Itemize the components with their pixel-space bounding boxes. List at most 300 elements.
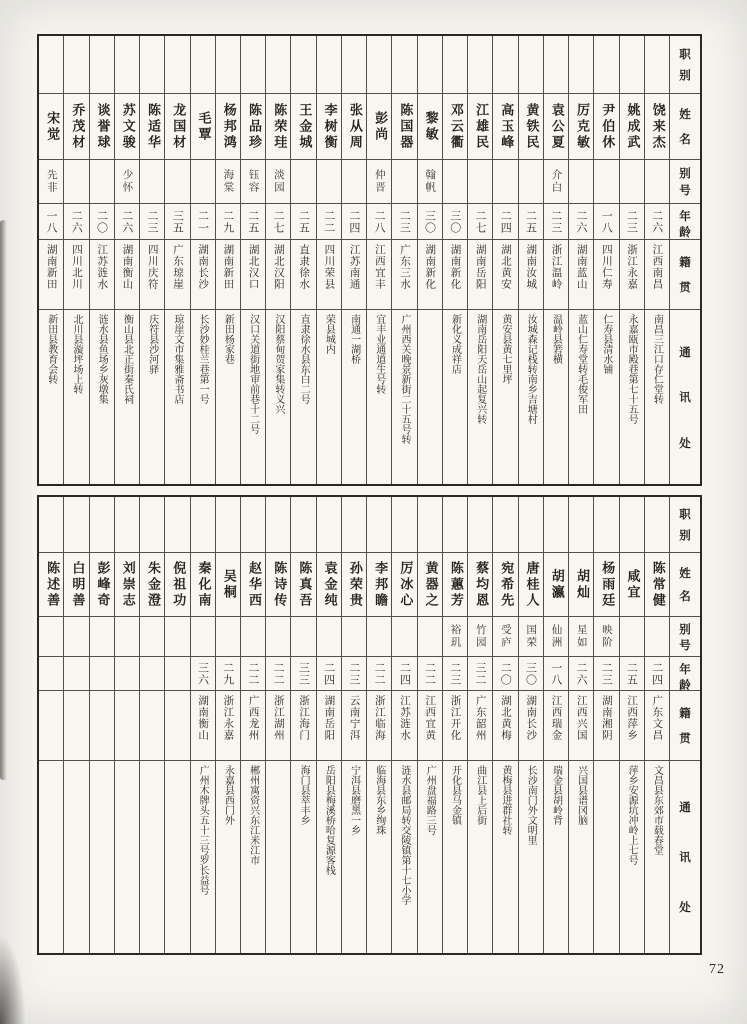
cell-age: 二六: [645, 204, 669, 240]
row-label-address: 通 讯 处: [679, 800, 691, 914]
cell-native: 湖南新化: [418, 240, 442, 310]
person-column: [164, 497, 189, 953]
person-column: [568, 36, 593, 484]
cell-native: 江西兴国: [569, 691, 593, 761]
person-column: [265, 36, 290, 484]
cell-role: [317, 36, 341, 94]
cell-native: 湖南长沙: [519, 691, 543, 761]
cell-role: [291, 497, 315, 553]
cell-age: 二二: [418, 657, 442, 691]
cell-address: 长沙妙桂兰巷第一号: [197, 314, 209, 404]
cell-alias: [140, 160, 164, 204]
cell-alias: [39, 617, 63, 657]
person-column: [63, 497, 88, 953]
cell-address: 蓝山仁寿堂转毛俊军田: [575, 314, 587, 414]
cell-role: [342, 497, 366, 553]
cell-native: 江苏涟水: [392, 691, 416, 761]
row-label-column: [669, 36, 700, 484]
cell-native: 湖南新化: [443, 240, 467, 310]
cell-role: [392, 497, 416, 553]
cell-name: 宛希先: [493, 553, 517, 617]
cell-native: 广西龙州: [241, 691, 265, 761]
cell-role: [620, 497, 644, 553]
cell-alias: 竹园: [468, 617, 492, 657]
cell-address: 琼崖文市集雅斋书店: [171, 314, 183, 404]
cell-name: 江雄民: [468, 94, 492, 160]
roster-table-bottom: [37, 495, 702, 955]
row-label-age: 年 龄: [670, 204, 700, 240]
cell-native: 浙江开化: [443, 691, 467, 761]
person-column: [366, 36, 391, 484]
cell-native: 江苏南通: [342, 240, 366, 310]
cell-age: 二四: [493, 204, 517, 240]
cell-alias: 少怀: [115, 160, 139, 204]
cell-age: 二五: [620, 657, 644, 691]
cell-name: 吴桐: [216, 553, 240, 617]
row-label-alias: 别 号: [670, 160, 700, 204]
cell-name: 姚成武: [620, 94, 644, 160]
cell-age: [165, 657, 189, 691]
cell-role: [39, 36, 63, 94]
cell-native: 湖南衡山: [115, 240, 139, 310]
cell-native: 湖南蓝山: [569, 240, 593, 310]
cell-address: [418, 310, 442, 484]
cell-native: 湖北汉阳: [266, 240, 290, 310]
cell-native: 四川荣县: [317, 240, 341, 310]
cell-age: 二九: [216, 657, 240, 691]
person-column: [39, 36, 63, 484]
cell-address: 兴国县谱冈脑: [575, 765, 587, 825]
cell-native: 江西宜黄: [418, 691, 442, 761]
cell-alias: [342, 617, 366, 657]
person-column: [417, 36, 442, 484]
cell-name: 刘崇志: [115, 553, 139, 617]
cell-name: 宋觉: [39, 94, 63, 160]
cell-address: 汝城森记栈转南乡吉塘村: [525, 314, 537, 424]
cell-native: 湖南衡山: [191, 691, 215, 761]
cell-address: 广州盘福路三号: [424, 765, 436, 835]
cell-address: 温岭县箬横: [550, 314, 562, 364]
person-column: [215, 36, 240, 484]
cell-age: 二二: [241, 657, 265, 691]
cell-address: 衡山县北正街秦氏祠: [121, 314, 133, 404]
person-column: [341, 497, 366, 953]
person-column: [164, 36, 189, 484]
cell-native: 江西宜丰: [367, 240, 391, 310]
cell-age: 二〇: [90, 204, 114, 240]
cell-alias: [392, 617, 416, 657]
cell-name: 厉冰心: [392, 553, 416, 617]
roster-sheet: [37, 34, 702, 955]
roster-table-top: [37, 34, 702, 486]
cell-native: 广东三水: [392, 240, 416, 310]
cell-age: 二五: [241, 204, 265, 240]
cell-address: 文昌县东郊市载春堂: [651, 765, 663, 855]
cell-name: 高玉峰: [493, 94, 517, 160]
cell-alias: [216, 617, 240, 657]
cell-alias: 淡园: [266, 160, 290, 204]
cell-native: 四川庆符: [140, 240, 164, 310]
cell-name: 陈荣珪: [266, 94, 290, 160]
cell-role: [594, 497, 618, 553]
person-column: [391, 497, 416, 953]
person-column: [265, 497, 290, 953]
cell-role: [468, 497, 492, 553]
cell-role: [64, 497, 88, 553]
person-column: [89, 497, 114, 953]
cell-alias: [418, 617, 442, 657]
cell-address: 广州木牌头五十三号罗长益号: [197, 765, 209, 895]
cell-age: 二九: [216, 204, 240, 240]
cell-name: 谈誉球: [90, 94, 114, 160]
cell-native: 湖南湘阴: [594, 691, 618, 761]
cell-native: [90, 691, 114, 761]
cell-alias: [291, 617, 315, 657]
cell-age: 二二: [266, 657, 290, 691]
cell-name: 秦化南: [191, 553, 215, 617]
cell-native: 江西瑞金: [544, 691, 568, 761]
cell-role: [191, 36, 215, 94]
cell-age: 一八: [39, 204, 63, 240]
cell-name: 陈诗传: [266, 553, 290, 617]
cell-alias: [140, 617, 164, 657]
cell-age: 二四: [317, 657, 341, 691]
person-column: [467, 497, 492, 953]
cell-name: 陈国器: [392, 94, 416, 160]
cell-name: 朱金澄: [140, 553, 164, 617]
cell-address: 永嘉县西门外: [222, 765, 234, 825]
page-number: 72: [709, 962, 725, 977]
cell-address: 南通一湖桥: [348, 314, 360, 364]
cell-name: 赵华西: [241, 553, 265, 617]
cell-role: [216, 497, 240, 553]
cell-alias: 映阶: [594, 617, 618, 657]
cell-age: 三三: [291, 657, 315, 691]
cell-address: 开化县马金镇: [449, 765, 461, 825]
cell-native: 湖南长沙: [191, 240, 215, 310]
cell-address: 仁寿县清水铺: [600, 314, 612, 374]
row-label-name: 姓 名: [670, 553, 700, 617]
person-column: [89, 36, 114, 484]
cell-address: [165, 761, 189, 953]
person-column: [619, 36, 644, 484]
cell-age: 二四: [392, 657, 416, 691]
cell-native: 浙江湖州: [266, 691, 290, 761]
cell-address: [64, 761, 88, 953]
cell-alias: [241, 617, 265, 657]
cell-age: 二三: [594, 657, 618, 691]
cell-native: 云南宁洱: [342, 691, 366, 761]
cell-role: [468, 36, 492, 94]
cell-age: 三〇: [418, 204, 442, 240]
cell-address: 宜丰业通道生号转: [373, 314, 385, 394]
cell-role: [140, 36, 164, 94]
row-label-native: 籍 贯: [670, 240, 700, 310]
cell-native: 浙江永嘉: [620, 240, 644, 310]
cell-address: 新化义成祥店: [449, 314, 461, 374]
cell-address: [90, 761, 114, 953]
cell-role: [418, 36, 442, 94]
cell-alias: [165, 617, 189, 657]
person-column: [39, 497, 63, 953]
cell-name: 彭尚: [367, 94, 391, 160]
cell-alias: [317, 617, 341, 657]
person-column: [114, 36, 139, 484]
person-column: [240, 36, 265, 484]
person-column: [215, 497, 240, 953]
cell-name: 陈蕙芳: [443, 553, 467, 617]
cell-address: 岳阳县梅溪桥哈复源客栈: [323, 765, 335, 875]
cell-alias: 翰帆: [418, 160, 442, 204]
cell-address: 湖南岳阳天岳山起复兴转: [474, 314, 486, 424]
cell-alias: [620, 617, 644, 657]
cell-address: 宁洱县磨黑一乡: [348, 765, 360, 835]
cell-address: 萍乡安源坑冲岭上七号: [626, 765, 638, 865]
cell-name: 饶来杰: [645, 94, 669, 160]
cell-address: 庆符县沙河驿: [146, 314, 158, 374]
cell-alias: [342, 160, 366, 204]
cell-alias: [569, 160, 593, 204]
cell-address: 临海县东乡绚珠: [373, 765, 385, 835]
cell-address: 南昌三江口存仁堂转: [651, 314, 663, 404]
cell-native: 湖北黄梅: [493, 691, 517, 761]
person-column: [467, 36, 492, 484]
cell-role: [216, 36, 240, 94]
cell-address: 曲江县上后街: [474, 765, 486, 825]
cell-name: 陈述善: [39, 553, 63, 617]
cell-address: [39, 761, 63, 953]
cell-address: 黄安县黄七里坪: [499, 314, 511, 384]
cell-age: 二二: [367, 657, 391, 691]
cell-native: 广东文昌: [645, 691, 669, 761]
cell-alias: 先非: [39, 160, 63, 204]
cell-alias: [115, 617, 139, 657]
cell-name: 唐桂人: [519, 553, 543, 617]
cell-name: 白明善: [64, 553, 88, 617]
cell-address: [266, 761, 290, 953]
person-column: [417, 497, 442, 953]
cell-role: [569, 497, 593, 553]
cell-age: 二六: [569, 657, 593, 691]
cell-native: [140, 691, 164, 761]
cell-native: 浙江海门: [291, 691, 315, 761]
cell-role: [115, 36, 139, 94]
cell-age: 二七: [468, 204, 492, 240]
cell-name: 龙国材: [165, 94, 189, 160]
cell-age: [90, 657, 114, 691]
cell-age: [64, 657, 88, 691]
cell-role: [519, 497, 543, 553]
row-label-age: 年 龄: [670, 657, 700, 691]
person-column: [442, 36, 467, 484]
cell-name: 孙荣贵: [342, 553, 366, 617]
cell-name: 陈适华: [140, 94, 164, 160]
person-column: [492, 497, 517, 953]
cell-role: [191, 497, 215, 553]
cell-age: 二四: [342, 204, 366, 240]
cell-alias: 海棠: [216, 160, 240, 204]
cell-address: 瑞金县胡岭背: [550, 765, 562, 825]
scan-corner-smudge: [0, 934, 26, 1024]
cell-role: [443, 36, 467, 94]
row-label-name: 姓 名: [670, 94, 700, 160]
cell-role: [266, 36, 290, 94]
person-column: [316, 497, 341, 953]
cell-role: [266, 497, 290, 553]
person-column: [341, 36, 366, 484]
cell-alias: 国荣: [519, 617, 543, 657]
cell-alias: [645, 160, 669, 204]
cell-age: 一八: [544, 657, 568, 691]
cell-age: [115, 657, 139, 691]
cell-address: 涟水县邮局转交陵镇第十七小学: [399, 765, 411, 905]
cell-age: [140, 657, 164, 691]
cell-name: 陈真吾: [291, 553, 315, 617]
cell-role: [241, 497, 265, 553]
cell-address: 郴州寓资兴东江米江市: [247, 765, 259, 865]
cell-age: 二三: [443, 657, 467, 691]
cell-name: 胡灿: [569, 553, 593, 617]
cell-role: [90, 497, 114, 553]
cell-alias: [90, 160, 114, 204]
cell-native: 湖南岳阳: [468, 240, 492, 310]
cell-alias: [519, 160, 543, 204]
person-column: [644, 497, 669, 953]
row-label-role: 职 别: [670, 497, 700, 553]
person-column: [442, 497, 467, 953]
cell-native: 湖南汝城: [519, 240, 543, 310]
cell-native: 广东韶州: [468, 691, 492, 761]
cell-address: 黄梅县进群社转: [499, 765, 511, 835]
cell-name: 李邦瞻: [367, 553, 391, 617]
cell-address: 北川县漩坪场上转: [70, 314, 82, 394]
person-column: [568, 497, 593, 953]
cell-role: [291, 36, 315, 94]
person-column: [290, 497, 315, 953]
cell-role: [418, 497, 442, 553]
cell-age: 三五: [165, 204, 189, 240]
cell-age: 二三: [544, 204, 568, 240]
cell-role: [519, 36, 543, 94]
person-column: [114, 497, 139, 953]
cell-native: 江西南昌: [645, 240, 669, 310]
cell-role: [342, 36, 366, 94]
cell-name: 陈常健: [645, 553, 669, 617]
cell-address: 涟水县鱼场乡灰墩集: [96, 314, 108, 404]
cell-role: [443, 497, 467, 553]
cell-role: [493, 36, 517, 94]
cell-alias: [291, 160, 315, 204]
cell-address: [594, 761, 618, 953]
cell-native: [165, 691, 189, 761]
cell-name: 黄器之: [418, 553, 442, 617]
cell-alias: [317, 160, 341, 204]
cell-name: 陈品珍: [241, 94, 265, 160]
cell-alias: [64, 160, 88, 204]
cell-age: 二三: [620, 204, 644, 240]
person-column: [240, 497, 265, 953]
person-column: [316, 36, 341, 484]
cell-name: 咸宜: [620, 553, 644, 617]
cell-age: 二四: [645, 657, 669, 691]
cell-age: 二五: [519, 204, 543, 240]
cell-native: 浙江永嘉: [216, 691, 240, 761]
person-column: [644, 36, 669, 484]
cell-alias: [266, 617, 290, 657]
cell-role: [317, 497, 341, 553]
person-column: [190, 36, 215, 484]
person-column: [518, 497, 543, 953]
cell-age: 二三: [140, 204, 164, 240]
cell-name: 黄铁民: [519, 94, 543, 160]
cell-age: 二六: [64, 204, 88, 240]
cell-alias: [620, 160, 644, 204]
cell-alias: [191, 617, 215, 657]
cell-age: 三六: [191, 657, 215, 691]
cell-age: 二〇: [493, 657, 517, 691]
cell-address: 荣县城内: [323, 314, 335, 354]
cell-name: 袁金纯: [317, 553, 341, 617]
cell-age: 二三: [392, 204, 416, 240]
cell-address: 新田杨家巷: [222, 314, 234, 364]
person-column: [190, 497, 215, 953]
cell-role: [544, 36, 568, 94]
person-column: [543, 497, 568, 953]
cell-age: 二七: [266, 204, 290, 240]
cell-name: 厉克敏: [569, 94, 593, 160]
cell-name: 毛覃: [191, 94, 215, 160]
cell-age: 二二: [317, 204, 341, 240]
cell-address: 长沙南门外文明里: [525, 765, 537, 845]
cell-role: [392, 36, 416, 94]
cell-role: [569, 36, 593, 94]
cell-name: 杨雨廷: [594, 553, 618, 617]
cell-role: [165, 36, 189, 94]
cell-native: 浙江温岭: [544, 240, 568, 310]
cell-native: 湖北黄安: [493, 240, 517, 310]
cell-address: [115, 761, 139, 953]
cell-role: [594, 36, 618, 94]
cell-native: 江西萍乡: [620, 691, 644, 761]
cell-name: 邓云衢: [443, 94, 467, 160]
cell-alias: [443, 160, 467, 204]
cell-role: [544, 497, 568, 553]
person-column: [366, 497, 391, 953]
cell-alias: [468, 160, 492, 204]
cell-native: 广东琼崖: [165, 240, 189, 310]
cell-alias: [594, 160, 618, 204]
cell-role: [493, 497, 517, 553]
cell-role: [367, 497, 391, 553]
cell-native: 江苏涟水: [90, 240, 114, 310]
cell-role: [367, 36, 391, 94]
cell-name: 李树衡: [317, 94, 341, 160]
cell-native: 直隶徐水: [291, 240, 315, 310]
cell-address: 汉口关道街地审前巷十二号: [247, 314, 259, 434]
person-column: [543, 36, 568, 484]
cell-alias: 仲晋: [367, 160, 391, 204]
row-label-column: [669, 497, 700, 953]
cell-age: [39, 657, 63, 691]
cell-role: [620, 36, 644, 94]
cell-name: 蔡均恩: [468, 553, 492, 617]
person-column: [593, 36, 618, 484]
person-column: [391, 36, 416, 484]
cell-alias: 仙洲: [544, 617, 568, 657]
cell-role: [115, 497, 139, 553]
cell-native: 四川仁寿: [594, 240, 618, 310]
cell-alias: 星如: [569, 617, 593, 657]
